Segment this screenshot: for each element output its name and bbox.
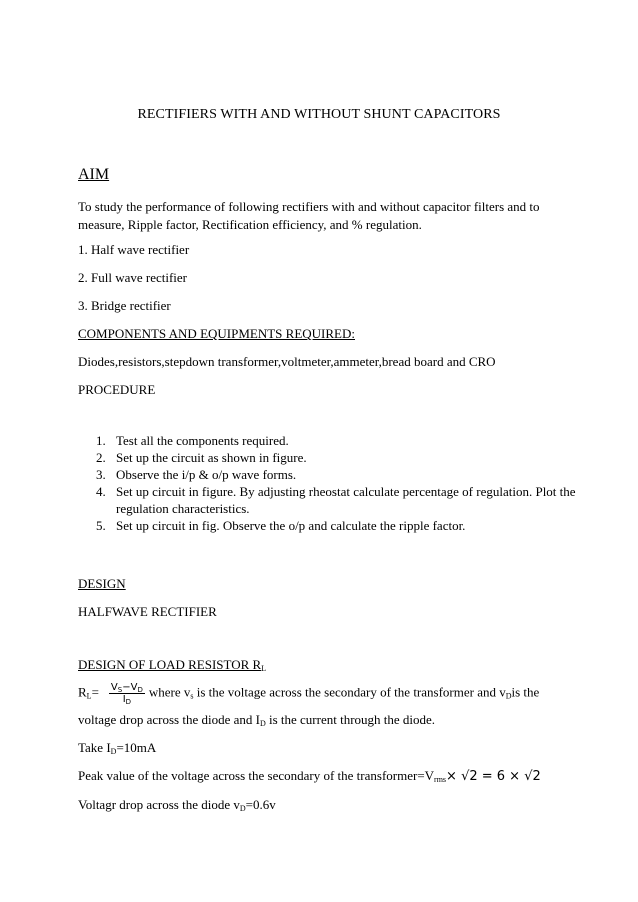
step-number: 3. (96, 467, 106, 482)
rectifier-item-2: 2. Full wave rectifier (78, 270, 188, 285)
step-number: 2. (96, 450, 106, 465)
procedure-step (78, 432, 578, 449)
rectifier-item-1: 1. Half wave rectifier (78, 242, 190, 257)
design-heading: DESIGN (78, 576, 126, 591)
rl-explanation-line-2: voltage drop across the diode and $I_D$ is the current through the diode. (78, 712, 436, 728)
step-text: Observe the i/p & o/p wave forms. (116, 467, 297, 482)
take-id-line: Take $I_D=10mA$ (78, 740, 157, 756)
procedure-step (78, 449, 578, 466)
page-title: RECTIFIERS WITH AND WITHOUT SHUNT CAPACITORS (137, 107, 501, 122)
rl-fraction: $\frac{V_S-V_D}{I_D}$ (110, 682, 143, 706)
procedure-step (78, 483, 578, 517)
diode-drop-line: Voltagr drop across the diode $v_D=0.6v$ (78, 797, 276, 813)
procedure-steps (78, 432, 578, 534)
halfwave-heading: HALFWAVE RECTIFIER (78, 604, 217, 619)
step-number: 1. (96, 433, 106, 448)
procedure-heading: PROCEDURE (78, 382, 156, 397)
step-text: Set up the circuit as shown in figure. (116, 450, 307, 465)
step-text: Test all the components required. (116, 433, 289, 448)
peak-value-line: Peak value of the voltage across the secondary of the $transformer=V_{rms}\times √2 = 6 \times √2$ (78, 768, 541, 784)
rl-formula-line: $R_L=$ $\frac{V_S-V_D}{I_D}$ where $v_s$ is the voltage across the secondary of the transformer and $v_Dis$ the (78, 682, 540, 706)
procedure-step (78, 517, 578, 534)
aim-text-line-1: To study the performance of following rectifiers with and without capacitor filters and to (78, 199, 540, 214)
step-number: 5. (96, 518, 106, 533)
components-text: Diodes,resistors,stepdown transformer,voltmeter,ammeter,bread board and CRO (78, 354, 496, 369)
peak-math: × √2 = 6 × √2 (446, 769, 541, 784)
aim-text-line-2: measure, Ripple factor, Rectification efficiency, and % regulation. (78, 217, 422, 232)
rl-label: R (78, 684, 87, 700)
rectifier-item-3: 3. Bridge rectifier (78, 298, 171, 313)
step-text: Set up circuit in fig. Observe the o/p and calculate the ripple factor. (116, 518, 466, 533)
components-heading: COMPONENTS AND EQUIPMENTS REQUIRED: (78, 326, 355, 341)
procedure-step (78, 466, 578, 483)
step-number: 4. (96, 484, 106, 499)
step-text: Set up circuit in figure. By adjusting rheostat calculate percentage of regulation. Plot the regulation characteristics. (116, 484, 576, 516)
aim-heading: AIM (78, 166, 110, 183)
load-resistor-heading: DESIGN OF LOAD RESISTOR $R_L$ (78, 657, 267, 673)
